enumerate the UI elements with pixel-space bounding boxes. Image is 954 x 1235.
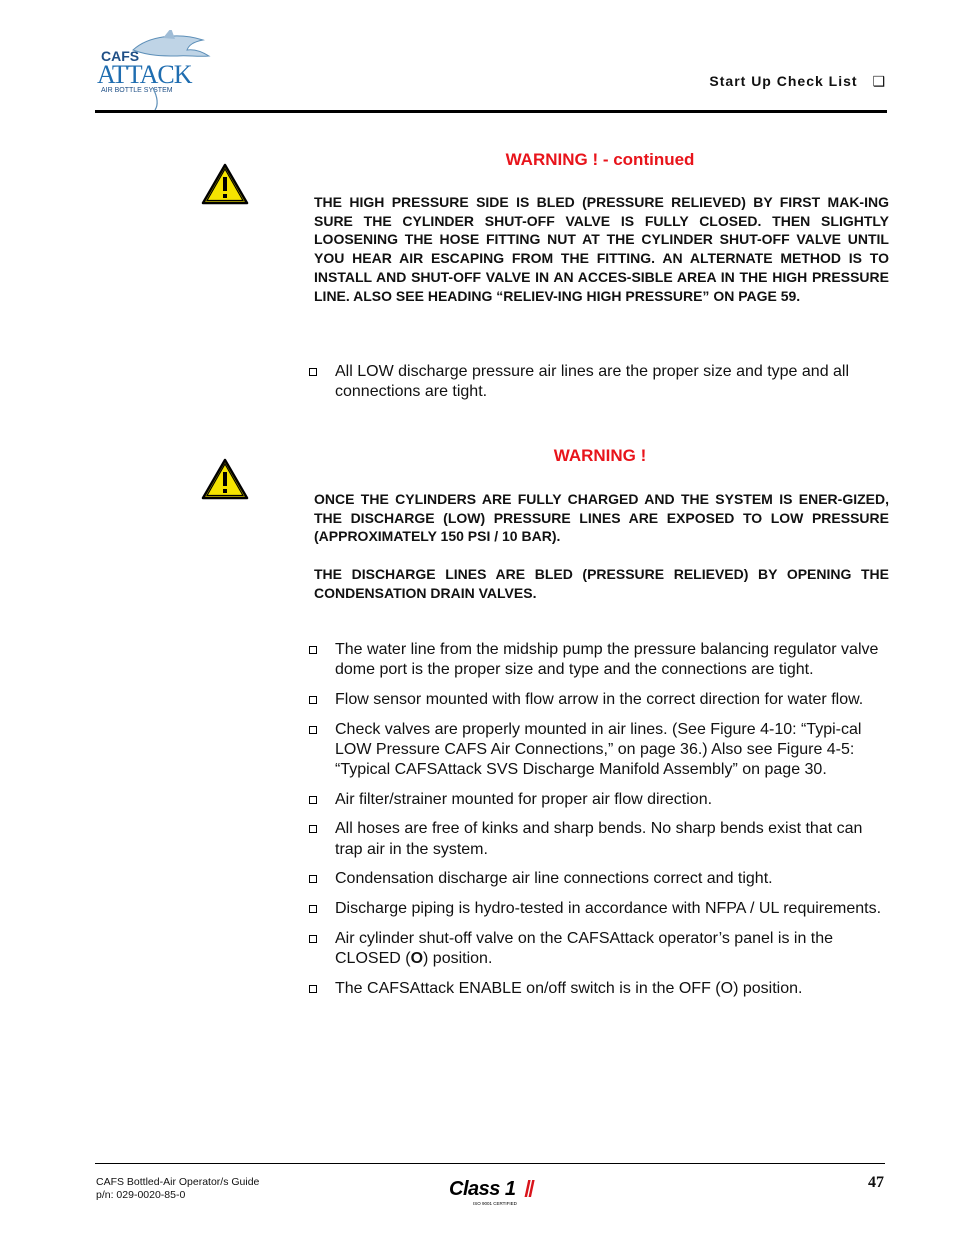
warning-body: ONCE THE CYLINDERS ARE FULLY CHARGED AND THE SYSTEM IS ENER-GIZED, THE DISCHARGE (LOW) PRESSURE LINES ARE EXPOSED TO LOW PRESSURE (APPROXIMATELY 150 PSI / 10 BAR). (314, 491, 889, 545)
list-item (308, 979, 888, 999)
list-item-text: Air cylinder shut-off valve on the CAFSAttack operator’s panel is in the CLOSED ( (335, 929, 834, 967)
logo-cafs-text: CAFS (101, 48, 140, 64)
list-item-text: Check valves are properly mounted in air lines. (See Figure 4-10: “Typi-cal LOW Pressure CAFS Air Connections,” on page 36.) Also see Figure 4-5: “Typical CAFSAttack SVS Discharge Manifold Assembly” on page 30. (335, 720, 862, 779)
footer-guide-title: CAFS Bottled-Air Operator/s Guide (96, 1176, 260, 1188)
footer-info (96, 1176, 259, 1202)
list-item (308, 690, 888, 710)
cafs-attack-logo (93, 30, 223, 112)
list-item (308, 790, 888, 810)
warning-body: THE DISCHARGE LINES ARE BLED (PRESSURE RELIEVED) BY OPENING THE CONDENSATION DRAIN VALVES. (314, 566, 889, 601)
footer-rule (95, 1163, 885, 1164)
checkbox-icon (309, 696, 317, 704)
list-item (308, 899, 888, 919)
warning-title: WARNING ! - continued (505, 150, 695, 169)
logo-sub-text: AIR BOTTLE SYSTEM (101, 87, 173, 94)
checkbox-icon (309, 905, 317, 913)
warning-body: THE HIGH PRESSURE SIDE IS BLED (PRESSURE RELIEVED) BY FIRST MAK-ING SURE THE CYLINDER SHUT-OFF VALVE IS FULLY CLOSED. THEN SLIGHTLY LOOSENING THE HOSE FITTING NUT AT THE CYLINDER SHUT-OFF VALVE UNTIL YOU HEAR AIR ESCAPING FROM THE FITTING. AN ALTERNATE METHOD IS TO INSTALL AND SHUT-OFF VALVE IN AN ACCES-SIBLE AREA IN THE HIGH PRESSURE LINE. ALSO SEE HEADING “RELIEV-ING HIGH PRESSURE” ON PAGE 59. (314, 194, 889, 304)
list-item (308, 362, 888, 402)
checkbox-icon (309, 646, 317, 654)
list-item-text: Condensation discharge air line connections correct and tight. (335, 870, 773, 888)
header-rule (95, 110, 887, 113)
class1-logo (447, 1176, 542, 1208)
checkbox-icon (309, 935, 317, 943)
checklist-main (308, 640, 888, 1008)
checkbox-icon (309, 368, 317, 376)
section-marker: ❑ (872, 73, 886, 89)
list-item (308, 929, 888, 969)
checklist-low-pressure (308, 362, 888, 412)
section-header (709, 73, 886, 90)
list-item-text: The water line from the midship pump the pressure balancing regulator valve dome port is the proper size and type and the connections are tight. (335, 641, 879, 679)
class1-logo-subtext: ISO 9001 CERTIFIED (473, 1201, 517, 1206)
list-item (308, 720, 888, 781)
list-item-text: All hoses are free of kinks and sharp bends. No sharp bends exist that can trap air in the system. (335, 820, 863, 858)
warning-triangle-icon (201, 458, 249, 500)
page-number: 47 (868, 1174, 884, 1191)
list-item-text: ) position. (423, 949, 493, 967)
list-item-bold: O (410, 949, 424, 967)
checkbox-icon (309, 726, 317, 734)
class1-logo-text: Class 1 (449, 1178, 516, 1200)
list-item (308, 819, 888, 859)
list-item-text: The CAFSAttack ENABLE on/off switch is in the OFF (O) position. (335, 979, 803, 997)
checkbox-icon (309, 825, 317, 833)
footer-part-number: p/n: 029-0020-85-0 (96, 1189, 186, 1201)
list-item-text: Air filter/strainer mounted for proper air flow direction. (335, 790, 713, 808)
checkbox-icon (309, 875, 317, 883)
list-item (308, 869, 888, 889)
section-title: Start Up Check List (709, 73, 858, 89)
logo-attack-text: ATTACK (97, 60, 192, 89)
list-item-text: Flow sensor mounted with flow arrow in the correct direction for water flow. (335, 690, 864, 708)
list-item-text: Discharge piping is hydro-tested in accordance with NFPA / UL requirements. (335, 900, 882, 918)
warning-title: WARNING ! (553, 446, 647, 465)
checkbox-icon (309, 985, 317, 993)
list-item-text: All LOW discharge pressure air lines are the proper size and type and all connections are tight. (335, 363, 850, 401)
list-item (308, 640, 888, 680)
warning-triangle-icon (201, 163, 249, 205)
checkbox-icon (309, 796, 317, 804)
